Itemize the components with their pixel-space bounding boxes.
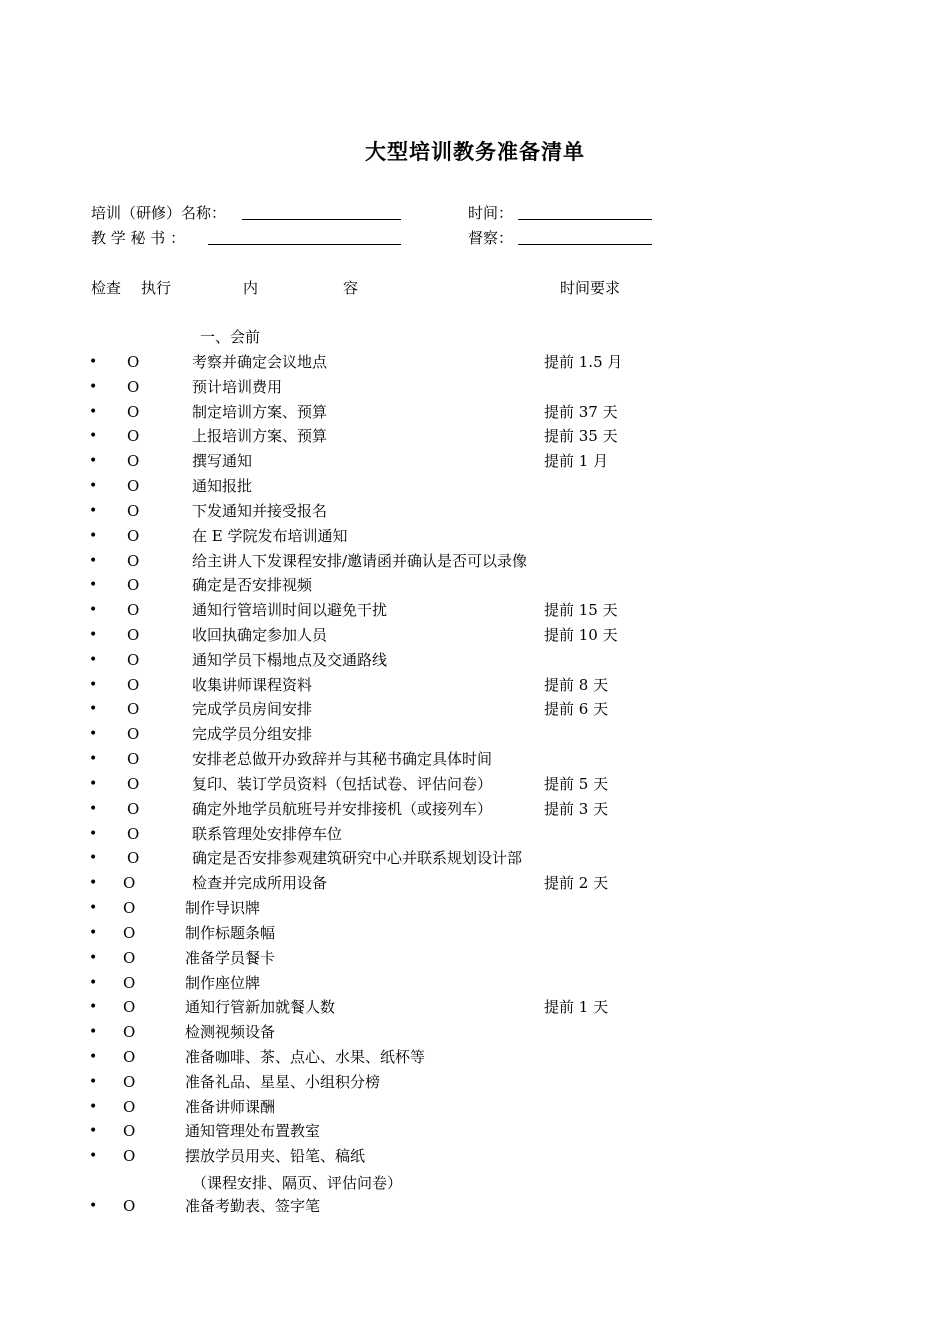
secretary-blank[interactable] [208, 244, 401, 245]
list-item [0, 377, 950, 401]
check-circle[interactable]: O [123, 1023, 136, 1042]
item-content: 联系管理处安排停车位 [192, 824, 343, 843]
time-blank[interactable] [518, 219, 652, 220]
bullet-icon: • [89, 1073, 98, 1090]
list-item [0, 724, 950, 748]
bullet-icon: • [89, 924, 98, 941]
item-content: 通知学员下榻地点及交通路线 [192, 650, 388, 669]
check-circle[interactable]: O [127, 377, 140, 396]
check-circle[interactable]: O [123, 874, 136, 893]
item-content: 通知报批 [192, 477, 253, 496]
header-content-1: 内 [243, 279, 259, 297]
check-circle[interactable]: O [123, 1097, 136, 1116]
item-content: 摆放学员用夹、铅笔、稿纸 [185, 1147, 366, 1166]
list-item [0, 551, 950, 575]
item-content: 确定是否安排参观建筑研究中心并联系规划设计部 [192, 849, 523, 868]
bullet-icon: • [89, 825, 98, 842]
item-content: 检查并完成所用设备 [192, 874, 328, 893]
list-item [0, 848, 950, 872]
training-name-label: 培训（研修）名称： [91, 204, 227, 222]
check-circle[interactable]: O [123, 998, 136, 1017]
item-content: 收集讲师课程资料 [192, 675, 313, 694]
item-content: 安排老总做开办致辞并与其秘书确定具体时间 [192, 750, 493, 769]
list-item [0, 426, 950, 450]
section-title: 一、会前 [200, 328, 261, 346]
item-content: 在 E 学院发布培训通知 [192, 526, 348, 545]
supervisor-blank[interactable] [518, 244, 652, 245]
bullet-icon: • [89, 1048, 98, 1065]
item-content: 准备考勤表、签字笔 [185, 1196, 321, 1215]
item-content: 准备讲师课酬 [185, 1097, 276, 1116]
list-item [0, 948, 950, 972]
header-check: 检查 [91, 279, 122, 297]
item-content: 考察并确定会议地点 [192, 353, 328, 371]
check-circle[interactable]: O [123, 1072, 136, 1091]
bullet-icon: • [89, 428, 98, 445]
list-item [0, 650, 950, 674]
list-item [0, 675, 950, 699]
bullet-icon: • [89, 751, 98, 768]
item-time-requirement: 提前 10 天 [544, 626, 618, 645]
list-item [0, 352, 950, 376]
item-time-requirement: 提前 3 天 [544, 799, 609, 818]
bullet-icon: • [89, 1148, 98, 1165]
list-item [0, 1022, 950, 1046]
check-circle[interactable]: O [127, 477, 140, 496]
check-circle[interactable]: O [127, 675, 140, 694]
check-circle[interactable]: O [127, 427, 140, 446]
bullet-icon: • [89, 651, 98, 668]
list-item [0, 451, 950, 475]
check-circle[interactable]: O [127, 501, 140, 520]
item-content: 撰写通知 [192, 452, 253, 471]
supervisor-label: 督察： [468, 229, 514, 247]
check-circle[interactable]: O [123, 1122, 136, 1141]
item-content: 复印、装订学员资料（包括试卷、评估问卷） [192, 774, 493, 793]
item-time-requirement: 提前 2 天 [544, 874, 609, 893]
item-content: 收回执确定参加人员 [192, 626, 328, 645]
list-item [0, 501, 950, 525]
bullet-icon: • [89, 527, 98, 544]
check-circle[interactable]: O [123, 948, 136, 967]
item-content: 准备礼品、星星、小组积分榜 [185, 1072, 381, 1091]
check-circle[interactable]: O [127, 849, 140, 868]
bullet-icon: • [89, 602, 98, 619]
secretary-label: 教 学 秘 书 ： [91, 229, 186, 247]
check-circle[interactable]: O [127, 799, 140, 818]
bullet-icon: • [89, 875, 98, 892]
item-time-requirement: 提前 37 天 [544, 402, 618, 421]
bullet-icon: • [89, 453, 98, 470]
list-item [0, 1146, 950, 1170]
item-time-requirement: 提前 1 月 [544, 452, 609, 471]
item-content: 准备学员餐卡 [185, 948, 276, 967]
list-item [0, 1121, 950, 1145]
bullet-icon: • [89, 800, 98, 817]
list-item [0, 600, 950, 624]
check-circle[interactable]: O [127, 650, 140, 669]
item-time-requirement: 提前 15 天 [544, 601, 618, 620]
item-time-requirement: 提前 6 天 [544, 700, 609, 719]
check-circle[interactable]: O [123, 973, 136, 992]
check-circle[interactable]: O [123, 923, 136, 942]
list-item [0, 526, 950, 550]
check-circle[interactable]: O [127, 774, 140, 793]
bullet-icon: • [89, 502, 98, 519]
check-circle[interactable]: O [127, 725, 140, 744]
check-circle[interactable]: O [127, 526, 140, 545]
bullet-icon: • [89, 676, 98, 693]
check-circle[interactable]: O [123, 1196, 136, 1215]
bullet-icon: • [89, 1123, 98, 1140]
list-item [0, 402, 950, 426]
bullet-icon: • [89, 949, 98, 966]
list-item [0, 1072, 950, 1096]
item-content: 确定是否安排视频 [192, 576, 313, 595]
item-content: 预计培训费用 [192, 377, 283, 396]
list-item [0, 898, 950, 922]
item-content: 通知行管新加就餐人数 [185, 998, 336, 1017]
check-circle[interactable]: O [127, 601, 140, 620]
check-circle[interactable]: O [127, 626, 140, 645]
bullet-icon: • [89, 1098, 98, 1115]
check-circle[interactable]: O [127, 576, 140, 595]
check-circle[interactable]: O [123, 1147, 136, 1166]
bullet-icon: • [89, 378, 98, 395]
bullet-icon: • [89, 900, 98, 917]
page-title: 大型培训教务准备清单 [365, 140, 585, 164]
item-continuation: （课程安排、隔页、评估问卷） [192, 1174, 403, 1192]
list-item [0, 973, 950, 997]
item-content: 给主讲人下发课程安排/邀请函并确认是否可以录像 [192, 551, 528, 570]
item-content: 检测视频设备 [185, 1023, 276, 1042]
list-item [0, 749, 950, 773]
header-content-2: 容 [343, 279, 359, 297]
list-item [0, 476, 950, 500]
training-name-blank[interactable] [242, 219, 401, 220]
item-content: 通知行管培训时间以避免干扰 [192, 601, 388, 620]
bullet-icon: • [89, 627, 98, 644]
check-circle[interactable]: O [127, 824, 140, 843]
item-time-requirement: 提前 5 天 [544, 774, 609, 793]
item-content: 完成学员分组安排 [192, 725, 313, 744]
item-content: 通知管理处布置教室 [185, 1122, 321, 1141]
item-content: 制定培训方案、预算 [192, 402, 328, 421]
check-circle[interactable]: O [127, 452, 140, 471]
list-item [0, 699, 950, 723]
bullet-icon: • [89, 974, 98, 991]
bullet-icon: • [89, 354, 98, 370]
item-content: 上报培训方案、预算 [192, 427, 328, 446]
check-circle[interactable]: O [123, 1047, 136, 1066]
list-item [0, 774, 950, 798]
list-item [0, 923, 950, 947]
bullet-icon: • [89, 577, 98, 594]
item-time-requirement: 提前 1.5 月 [544, 353, 623, 371]
bullet-icon: • [89, 403, 98, 420]
check-circle[interactable]: O [127, 551, 140, 570]
check-circle[interactable]: O [127, 700, 140, 719]
item-time-requirement: 提前 35 天 [544, 427, 618, 446]
bullet-icon: • [89, 701, 98, 718]
check-circle[interactable]: O [123, 899, 136, 918]
item-content: 制作座位牌 [185, 973, 261, 992]
item-content: 下发通知并接受报名 [192, 501, 328, 520]
list-item [0, 575, 950, 599]
bullet-icon: • [89, 850, 98, 867]
bullet-icon: • [89, 726, 98, 743]
header-time-requirement: 时间要求 [560, 279, 621, 297]
bullet-icon: • [89, 999, 98, 1016]
check-circle[interactable]: O [127, 402, 140, 421]
bullet-icon: • [89, 478, 98, 495]
bullet-icon: • [89, 552, 98, 569]
check-circle[interactable]: O [127, 750, 140, 769]
list-item [0, 1196, 950, 1220]
bullet-icon: • [89, 1024, 98, 1041]
item-content: 确定外地学员航班号并安排接机（或接列车） [192, 799, 493, 818]
list-item [0, 1047, 950, 1071]
list-item [0, 873, 950, 897]
list-item [0, 1097, 950, 1121]
bullet-icon: • [89, 775, 98, 792]
header-execute: 执行 [141, 279, 172, 297]
time-label: 时间： [468, 204, 514, 222]
item-time-requirement: 提前 1 天 [544, 998, 609, 1017]
item-content: 完成学员房间安排 [192, 700, 313, 719]
item-time-requirement: 提前 8 天 [544, 675, 609, 694]
list-item [0, 997, 950, 1021]
list-item [0, 799, 950, 823]
bullet-icon: • [89, 1197, 98, 1214]
item-content: 制作导识牌 [185, 899, 261, 918]
item-content: 准备咖啡、茶、点心、水果、纸杯等 [185, 1047, 426, 1066]
list-item [0, 824, 950, 848]
check-circle[interactable]: O [127, 353, 140, 371]
list-item [0, 625, 950, 649]
item-content: 制作标题条幅 [185, 923, 276, 942]
